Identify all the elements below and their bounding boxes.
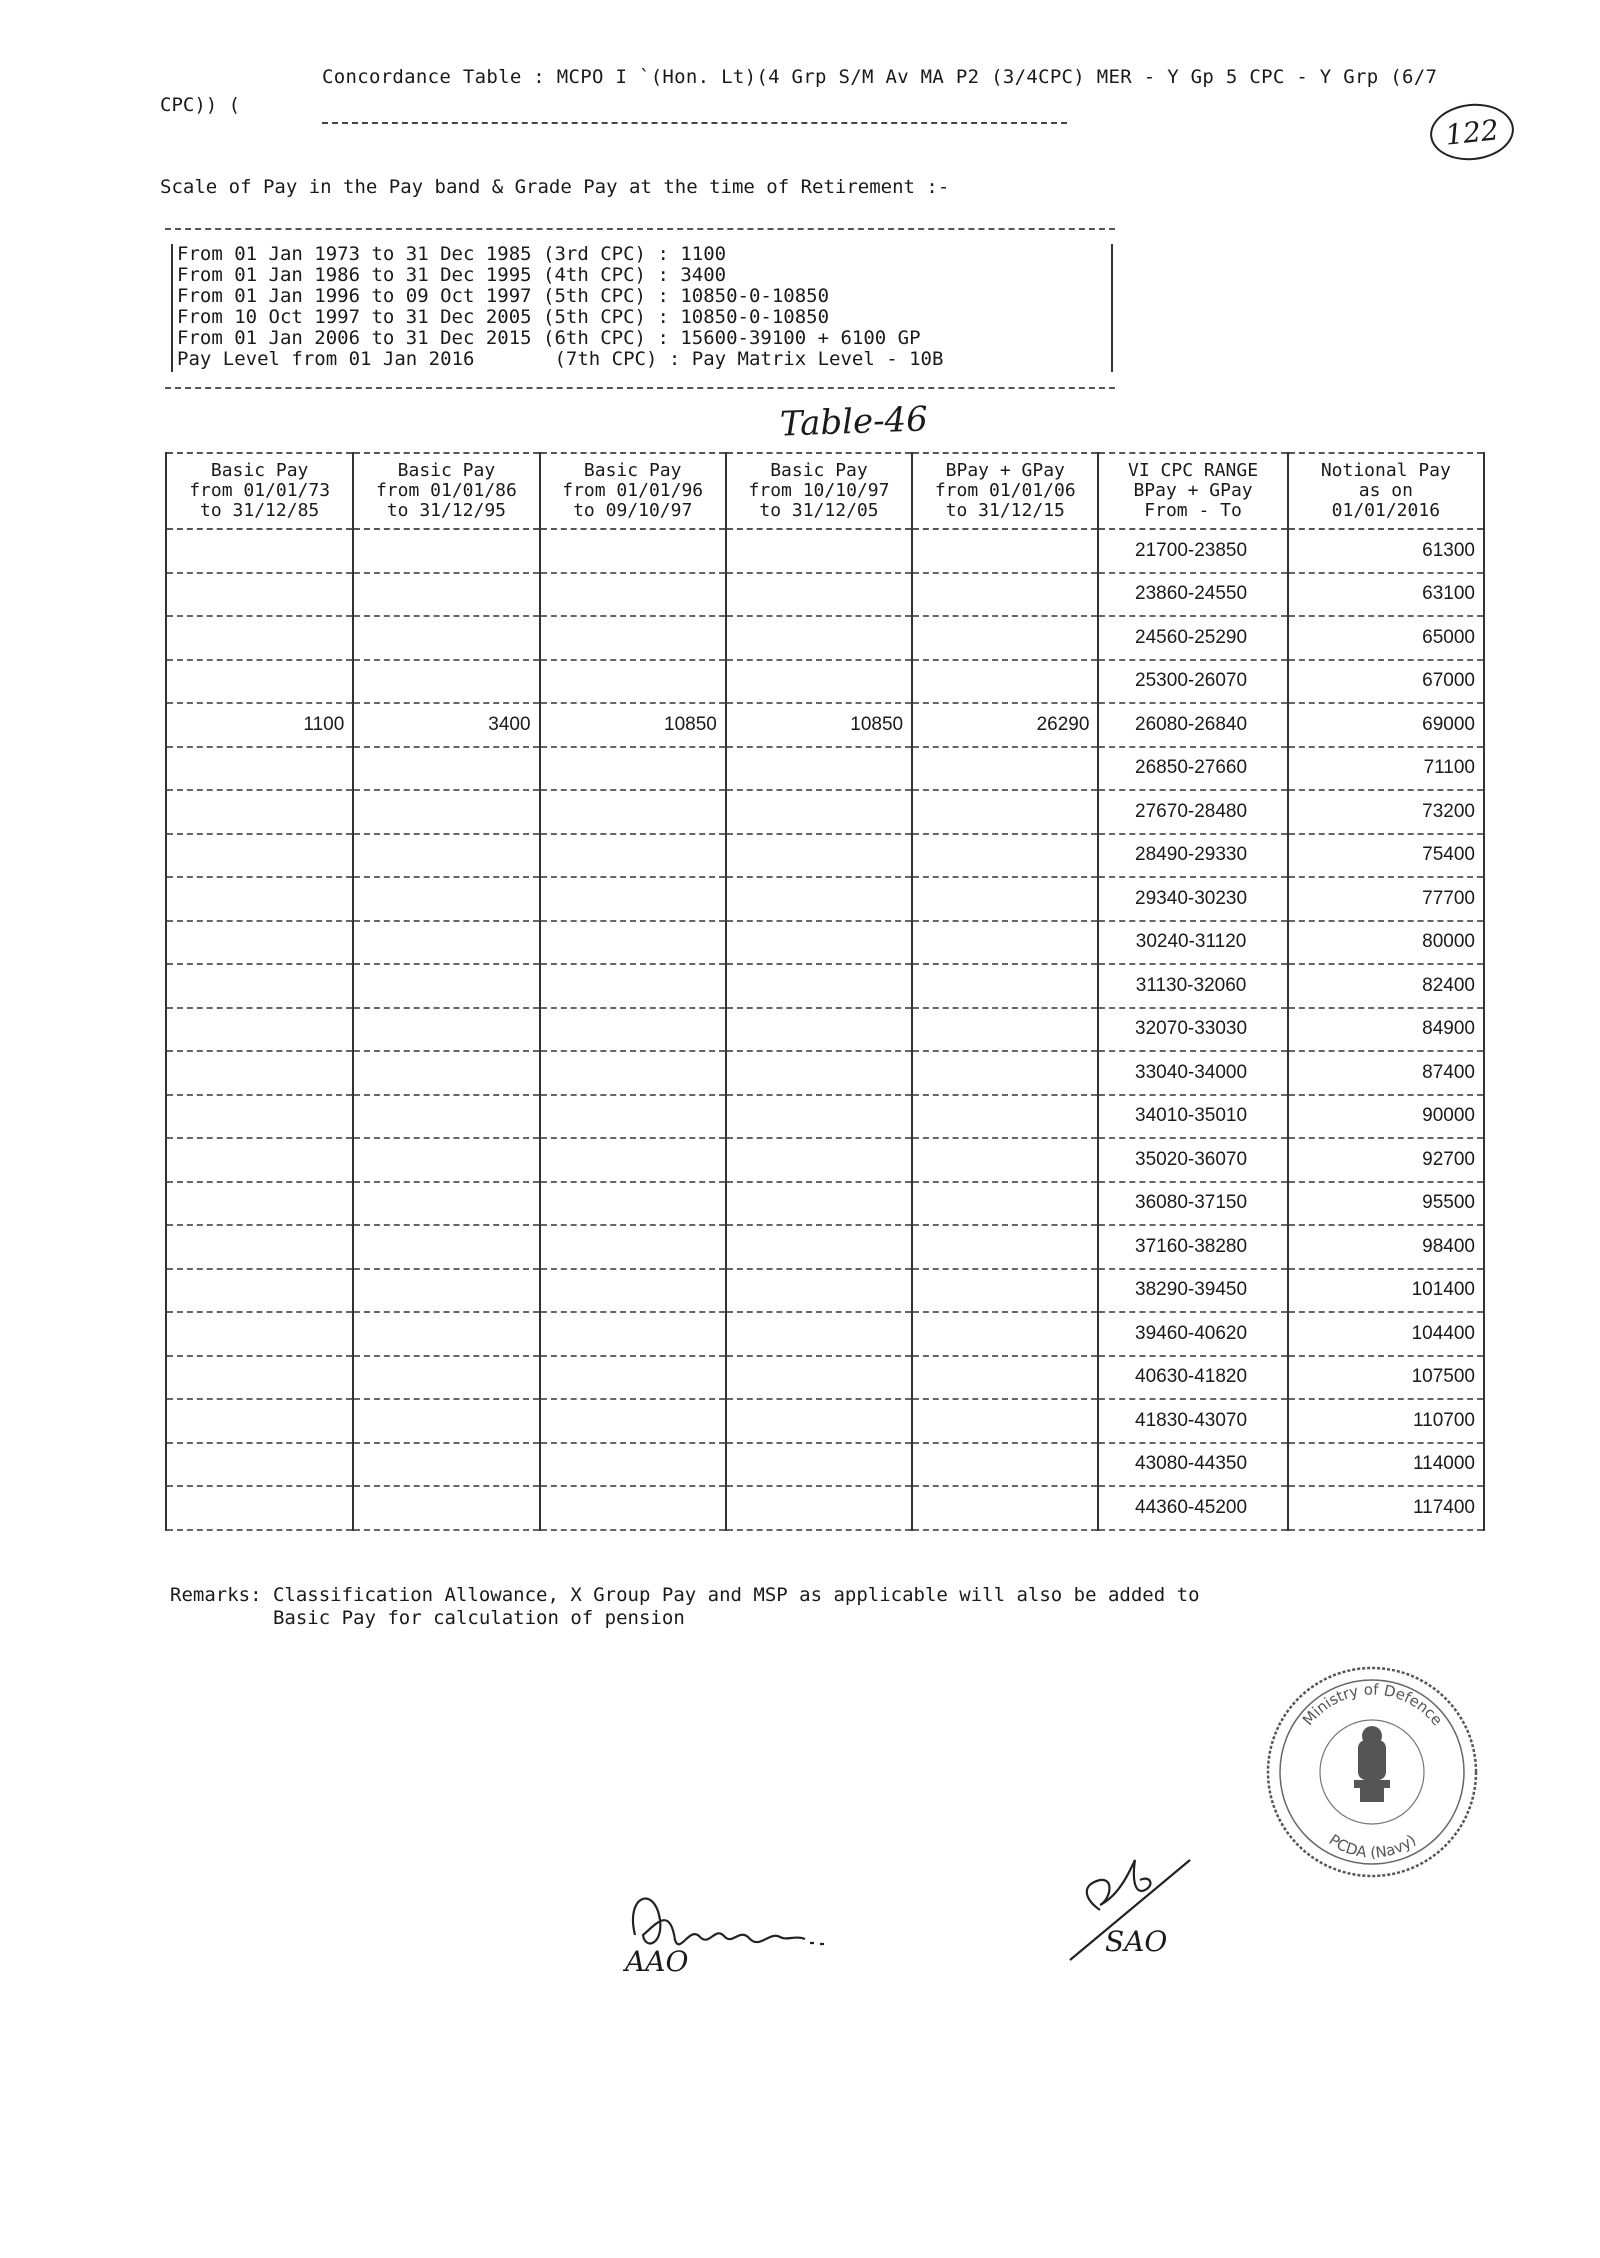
remarks-line: Basic Pay for calculation of pension <box>170 1607 685 1629</box>
cell-basic-pay-4th-cpc <box>353 1008 539 1052</box>
cell-basic-pay-5th-cpc-a <box>540 660 726 704</box>
emblem-icon <box>1354 1726 1390 1802</box>
cell-bpay-gpay-6th-cpc <box>912 616 1098 660</box>
scale-heading: Scale of Pay in the Pay band & Grade Pay at the time of Retirement :- <box>160 176 950 198</box>
table-row <box>166 747 1484 791</box>
scale-of-pay-box <box>165 228 1115 389</box>
cell-vi-cpc-range: 34010-35010 <box>1098 1095 1287 1139</box>
cell-basic-pay-5th-cpc-a <box>540 964 726 1008</box>
cell-bpay-gpay-6th-cpc <box>912 1008 1098 1052</box>
cell-bpay-gpay-6th-cpc <box>912 1356 1098 1400</box>
scale-row: From 10 Oct 1997 to 31 Dec 2005 (5th CPC) : 10850-0-10850 <box>177 306 830 328</box>
scale-period: From 01 Jan 1996 to 09 Oct 1997 (5th CPC) <box>177 285 646 307</box>
cell-bpay-gpay-6th-cpc <box>912 1269 1098 1313</box>
cell-basic-pay-3rd-cpc <box>166 1356 353 1400</box>
cell-vi-cpc-range: 27670-28480 <box>1098 790 1287 834</box>
cell-notional-pay: 110700 <box>1288 1399 1484 1443</box>
cell-basic-pay-3rd-cpc <box>166 1182 353 1226</box>
cell-basic-pay-4th-cpc: 3400 <box>353 703 539 747</box>
cell-bpay-gpay-6th-cpc <box>912 1225 1098 1269</box>
cell-basic-pay-5th-cpc-a <box>540 1051 726 1095</box>
cell-bpay-gpay-6th-cpc <box>912 573 1098 617</box>
scale-row: From 01 Jan 2006 to 31 Dec 2015 (6th CPC) : 15600-39100 + 6100 GP <box>177 327 921 349</box>
cell-basic-pay-4th-cpc <box>353 1051 539 1095</box>
table-row <box>166 1095 1484 1139</box>
scale-row: From 01 Jan 1973 to 31 Dec 1985 (3rd CPC) : 1100 <box>177 243 727 265</box>
table-row <box>166 921 1484 965</box>
cell-basic-pay-5th-cpc-b <box>726 1138 912 1182</box>
cell-basic-pay-5th-cpc-b <box>726 834 912 878</box>
table-row <box>166 1486 1484 1530</box>
cell-bpay-gpay-6th-cpc <box>912 834 1098 878</box>
cell-vi-cpc-range: 25300-26070 <box>1098 660 1287 704</box>
scale-row: From 01 Jan 1996 to 09 Oct 1997 (5th CPC) : 10850-0-10850 <box>177 285 830 307</box>
cell-vi-cpc-range: 44360-45200 <box>1098 1486 1287 1530</box>
cell-basic-pay-5th-cpc-a <box>540 1008 726 1052</box>
table-row <box>166 573 1484 617</box>
cell-notional-pay: 67000 <box>1288 660 1484 704</box>
remarks <box>170 1584 1200 1630</box>
table-row <box>166 529 1484 573</box>
cell-notional-pay: 90000 <box>1288 1095 1484 1139</box>
cell-notional-pay: 107500 <box>1288 1356 1484 1400</box>
scale-period: From 01 Jan 1986 to 31 Dec 1995 (4th CPC) <box>177 264 646 286</box>
cell-notional-pay: 104400 <box>1288 1312 1484 1356</box>
scale-value: 1100 <box>680 243 727 265</box>
handwritten-table-label: Table-46 <box>779 399 929 445</box>
cell-basic-pay-5th-cpc-a <box>540 1182 726 1226</box>
cell-basic-pay-5th-cpc-b <box>726 529 912 573</box>
scale-row: Pay Level from 01 Jan 2016 (7th CPC) : Pay Matrix Level - 10B <box>177 348 944 370</box>
cell-notional-pay: 75400 <box>1288 834 1484 878</box>
cell-bpay-gpay-6th-cpc <box>912 1138 1098 1182</box>
cell-vi-cpc-range: 39460-40620 <box>1098 1312 1287 1356</box>
cell-basic-pay-3rd-cpc <box>166 964 353 1008</box>
cell-basic-pay-5th-cpc-b <box>726 1008 912 1052</box>
cell-basic-pay-5th-cpc-a <box>540 1095 726 1139</box>
table-body <box>166 529 1484 1530</box>
cell-basic-pay-5th-cpc-b <box>726 877 912 921</box>
cell-basic-pay-5th-cpc-a <box>540 573 726 617</box>
scale-period: From 10 Oct 1997 to 31 Dec 2005 (5th CPC) <box>177 306 646 328</box>
column-header-notional-pay: Notional Pay as on 01/01/2016 <box>1288 453 1484 529</box>
cell-basic-pay-4th-cpc <box>353 616 539 660</box>
cell-bpay-gpay-6th-cpc <box>912 1095 1098 1139</box>
cell-notional-pay: 101400 <box>1288 1269 1484 1313</box>
cell-basic-pay-3rd-cpc <box>166 1095 353 1139</box>
cell-basic-pay-4th-cpc <box>353 660 539 704</box>
table-row <box>166 616 1484 660</box>
cell-basic-pay-3rd-cpc <box>166 1008 353 1052</box>
document-title: Concordance Table : MCPO I `(Hon. Lt)(4 Grp S/M Av MA P2 (3/4CPC) MER - Y Gp 5 CPC - Y Grp (6/7 <box>322 66 1438 88</box>
cell-basic-pay-4th-cpc <box>353 747 539 791</box>
cell-basic-pay-4th-cpc <box>353 790 539 834</box>
cell-vi-cpc-range: 31130-32060 <box>1098 964 1287 1008</box>
table-row <box>166 877 1484 921</box>
cell-basic-pay-3rd-cpc <box>166 1486 353 1530</box>
cell-vi-cpc-range: 29340-30230 <box>1098 877 1287 921</box>
cell-bpay-gpay-6th-cpc <box>912 529 1098 573</box>
cell-bpay-gpay-6th-cpc <box>912 1051 1098 1095</box>
cell-vi-cpc-range: 23860-24550 <box>1098 573 1287 617</box>
cell-vi-cpc-range: 21700-23850 <box>1098 529 1287 573</box>
cell-basic-pay-5th-cpc-a <box>540 877 726 921</box>
cell-notional-pay: 98400 <box>1288 1225 1484 1269</box>
cell-notional-pay: 63100 <box>1288 573 1484 617</box>
cell-basic-pay-3rd-cpc <box>166 921 353 965</box>
cell-basic-pay-5th-cpc-b <box>726 1225 912 1269</box>
cell-vi-cpc-range: 38290-39450 <box>1098 1269 1287 1313</box>
column-header-basic-pay-5th-cpc-a: Basic Pay from 01/01/96 to 09/10/97 <box>540 453 726 529</box>
scale-value: 15600-39100 + 6100 GP <box>680 327 921 349</box>
sao-signature <box>1040 1840 1240 1980</box>
cell-basic-pay-4th-cpc <box>353 1225 539 1269</box>
cell-basic-pay-3rd-cpc <box>166 1225 353 1269</box>
cell-notional-pay: 117400 <box>1288 1486 1484 1530</box>
box-right-border <box>1111 244 1113 372</box>
cell-basic-pay-5th-cpc-b <box>726 1399 912 1443</box>
cell-basic-pay-5th-cpc-b <box>726 1051 912 1095</box>
cell-basic-pay-5th-cpc-b <box>726 964 912 1008</box>
table-row <box>166 1051 1484 1095</box>
cell-vi-cpc-range: 36080-37150 <box>1098 1182 1287 1226</box>
cell-bpay-gpay-6th-cpc <box>912 1182 1098 1226</box>
cell-notional-pay: 80000 <box>1288 921 1484 965</box>
scale-period: From 01 Jan 2006 to 31 Dec 2015 (6th CPC) <box>177 327 646 349</box>
cell-notional-pay: 92700 <box>1288 1138 1484 1182</box>
cell-basic-pay-3rd-cpc <box>166 1312 353 1356</box>
document-title-continued: CPC)) ( <box>160 94 241 116</box>
cell-vi-cpc-range: 26080-26840 <box>1098 703 1287 747</box>
cell-bpay-gpay-6th-cpc <box>912 964 1098 1008</box>
cell-bpay-gpay-6th-cpc <box>912 921 1098 965</box>
column-header-basic-pay-4th-cpc: Basic Pay from 01/01/86 to 31/12/95 <box>353 453 539 529</box>
cell-basic-pay-4th-cpc <box>353 1399 539 1443</box>
table-row <box>166 1225 1484 1269</box>
table-row <box>166 790 1484 834</box>
cell-notional-pay: 114000 <box>1288 1443 1484 1487</box>
cell-basic-pay-5th-cpc-b <box>726 921 912 965</box>
column-header-basic-pay-5th-cpc-b: Basic Pay from 10/10/97 to 31/12/05 <box>726 453 912 529</box>
cell-bpay-gpay-6th-cpc: 26290 <box>912 703 1098 747</box>
cell-basic-pay-4th-cpc <box>353 964 539 1008</box>
title-underline <box>322 122 1067 124</box>
cell-basic-pay-5th-cpc-a <box>540 747 726 791</box>
cell-basic-pay-3rd-cpc <box>166 1443 353 1487</box>
cell-basic-pay-3rd-cpc: 1100 <box>166 703 353 747</box>
cell-basic-pay-3rd-cpc <box>166 790 353 834</box>
cell-vi-cpc-range: 28490-29330 <box>1098 834 1287 878</box>
cell-basic-pay-3rd-cpc <box>166 1399 353 1443</box>
cell-basic-pay-5th-cpc-a <box>540 529 726 573</box>
cell-vi-cpc-range: 41830-43070 <box>1098 1399 1287 1443</box>
cell-basic-pay-5th-cpc-b <box>726 1269 912 1313</box>
cell-basic-pay-5th-cpc-a <box>540 1399 726 1443</box>
table-row <box>166 660 1484 704</box>
cell-notional-pay: 84900 <box>1288 1008 1484 1052</box>
cell-vi-cpc-range: 37160-38280 <box>1098 1225 1287 1269</box>
cell-vi-cpc-range: 32070-33030 <box>1098 1008 1287 1052</box>
cell-notional-pay: 65000 <box>1288 616 1484 660</box>
cell-basic-pay-5th-cpc-b <box>726 1443 912 1487</box>
cell-basic-pay-4th-cpc <box>353 1182 539 1226</box>
cell-basic-pay-4th-cpc <box>353 1356 539 1400</box>
cell-basic-pay-3rd-cpc <box>166 834 353 878</box>
cell-notional-pay: 77700 <box>1288 877 1484 921</box>
cell-basic-pay-5th-cpc-b <box>726 747 912 791</box>
cell-basic-pay-4th-cpc <box>353 1443 539 1487</box>
cell-basic-pay-5th-cpc-a <box>540 1225 726 1269</box>
table-row <box>166 1443 1484 1487</box>
column-header-bpay-gpay-6th-cpc: BPay + GPay from 01/01/06 to 31/12/15 <box>912 453 1098 529</box>
cell-basic-pay-3rd-cpc <box>166 660 353 704</box>
scale-value: 10850-0-10850 <box>680 285 830 307</box>
cell-basic-pay-4th-cpc <box>353 1095 539 1139</box>
scale-row: From 01 Jan 1986 to 31 Dec 1995 (4th CPC) : 3400 <box>177 264 727 286</box>
cell-notional-pay: 69000 <box>1288 703 1484 747</box>
sao-caption: SAO <box>1105 1925 1168 1958</box>
cell-basic-pay-5th-cpc-b <box>726 1356 912 1400</box>
cell-basic-pay-5th-cpc-b <box>726 573 912 617</box>
scale-period: From 01 Jan 1973 to 31 Dec 1985 (3rd CPC) <box>177 243 646 265</box>
table-row <box>166 1312 1484 1356</box>
cell-bpay-gpay-6th-cpc <box>912 790 1098 834</box>
cell-vi-cpc-range: 26850-27660 <box>1098 747 1287 791</box>
cell-basic-pay-5th-cpc-b <box>726 1182 912 1226</box>
cell-basic-pay-5th-cpc-b <box>726 660 912 704</box>
cell-basic-pay-3rd-cpc <box>166 1138 353 1182</box>
cell-basic-pay-5th-cpc-a <box>540 1356 726 1400</box>
cell-basic-pay-3rd-cpc <box>166 877 353 921</box>
table-row <box>166 964 1484 1008</box>
table-row <box>166 1269 1484 1313</box>
aao-caption: AAO <box>625 1945 689 1978</box>
concordance-table <box>165 452 1485 1531</box>
cell-basic-pay-5th-cpc-a <box>540 1443 726 1487</box>
cell-basic-pay-5th-cpc-a <box>540 834 726 878</box>
scale-value: 3400 <box>680 264 727 286</box>
scale-value: 10850-0-10850 <box>680 306 830 328</box>
cell-bpay-gpay-6th-cpc <box>912 747 1098 791</box>
cell-notional-pay: 87400 <box>1288 1051 1484 1095</box>
cell-bpay-gpay-6th-cpc <box>912 1399 1098 1443</box>
cell-bpay-gpay-6th-cpc <box>912 877 1098 921</box>
cell-bpay-gpay-6th-cpc <box>912 660 1098 704</box>
cell-basic-pay-5th-cpc-a: 10850 <box>540 703 726 747</box>
cell-basic-pay-4th-cpc <box>353 921 539 965</box>
cell-bpay-gpay-6th-cpc <box>912 1312 1098 1356</box>
cell-bpay-gpay-6th-cpc <box>912 1486 1098 1530</box>
cell-basic-pay-4th-cpc <box>353 573 539 617</box>
cell-basic-pay-3rd-cpc <box>166 616 353 660</box>
cell-notional-pay: 73200 <box>1288 790 1484 834</box>
cell-basic-pay-5th-cpc-a <box>540 1269 726 1313</box>
table-row <box>166 1008 1484 1052</box>
cell-basic-pay-5th-cpc-b <box>726 616 912 660</box>
cell-basic-pay-4th-cpc <box>353 1138 539 1182</box>
cell-basic-pay-4th-cpc <box>353 529 539 573</box>
cell-basic-pay-5th-cpc-b <box>726 1312 912 1356</box>
cell-vi-cpc-range: 33040-34000 <box>1098 1051 1287 1095</box>
cell-basic-pay-3rd-cpc <box>166 1269 353 1313</box>
cell-basic-pay-4th-cpc <box>353 1312 539 1356</box>
remarks-line: Remarks: Classification Allowance, X Group Pay and MSP as applicable will also be added to <box>170 1584 1200 1606</box>
cell-basic-pay-4th-cpc <box>353 834 539 878</box>
scale-period: Pay Level from 01 Jan 2016 (7th CPC) <box>177 348 658 370</box>
cell-basic-pay-5th-cpc-a <box>540 1138 726 1182</box>
cell-vi-cpc-range: 24560-25290 <box>1098 616 1287 660</box>
table-row <box>166 1356 1484 1400</box>
box-left-border <box>171 244 173 372</box>
table-row <box>166 834 1484 878</box>
cell-vi-cpc-range: 35020-36070 <box>1098 1138 1287 1182</box>
scale-value: Pay Matrix Level - 10B <box>691 348 944 370</box>
cell-vi-cpc-range: 40630-41820 <box>1098 1356 1287 1400</box>
cell-notional-pay: 95500 <box>1288 1182 1484 1226</box>
cell-basic-pay-5th-cpc-a <box>540 1312 726 1356</box>
cell-notional-pay: 82400 <box>1288 964 1484 1008</box>
cell-notional-pay: 71100 <box>1288 747 1484 791</box>
svg-text:Ministry of Defence: Ministry of Defence <box>1298 1680 1447 1729</box>
cell-vi-cpc-range: 43080-44350 <box>1098 1443 1287 1487</box>
cell-basic-pay-5th-cpc-b: 10850 <box>726 703 912 747</box>
cell-basic-pay-5th-cpc-a <box>540 921 726 965</box>
cell-notional-pay: 61300 <box>1288 529 1484 573</box>
cell-basic-pay-4th-cpc <box>353 1269 539 1313</box>
cell-bpay-gpay-6th-cpc <box>912 1443 1098 1487</box>
cell-basic-pay-5th-cpc-a <box>540 790 726 834</box>
cell-basic-pay-5th-cpc-b <box>726 1486 912 1530</box>
cell-basic-pay-5th-cpc-b <box>726 1095 912 1139</box>
official-seal <box>1260 1660 1485 1885</box>
page-number-stamp: 122 <box>1427 100 1516 164</box>
table-header-row <box>166 453 1484 529</box>
table-row <box>166 703 1484 747</box>
cell-basic-pay-3rd-cpc <box>166 1051 353 1095</box>
cell-basic-pay-4th-cpc <box>353 1486 539 1530</box>
column-header-basic-pay-3rd-cpc: Basic Pay from 01/01/73 to 31/12/85 <box>166 453 353 529</box>
cell-basic-pay-3rd-cpc <box>166 573 353 617</box>
cell-basic-pay-5th-cpc-b <box>726 790 912 834</box>
column-header-vi-cpc-range: VI CPC RANGE BPay + GPay From - To <box>1098 453 1287 529</box>
table-row <box>166 1138 1484 1182</box>
cell-basic-pay-5th-cpc-a <box>540 1486 726 1530</box>
cell-vi-cpc-range: 30240-31120 <box>1098 921 1287 965</box>
cell-basic-pay-3rd-cpc <box>166 529 353 573</box>
cell-basic-pay-5th-cpc-a <box>540 616 726 660</box>
cell-basic-pay-4th-cpc <box>353 877 539 921</box>
table-row <box>166 1182 1484 1226</box>
table-row <box>166 1399 1484 1443</box>
cell-basic-pay-3rd-cpc <box>166 747 353 791</box>
svg-text:PCDA (Navy): PCDA (Navy) <box>1325 1830 1420 1862</box>
